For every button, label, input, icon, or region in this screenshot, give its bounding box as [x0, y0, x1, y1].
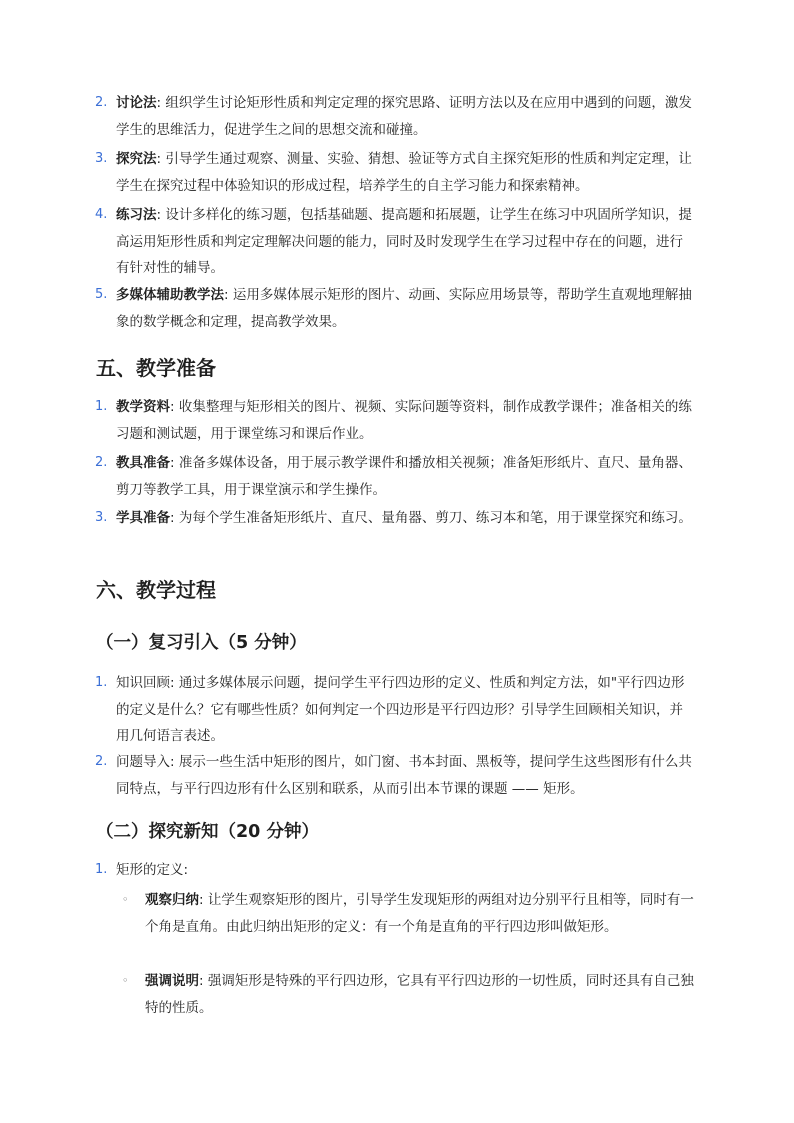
- list-item: [95, 90, 695, 143]
- list-text: : 为每个学生准备矩形纸片、直尺、量角器、剪刀、练习本和笔，用于课堂探究和练习。: [170, 510, 692, 526]
- list-number: 1.: [95, 862, 108, 877]
- subsection-heading: （一）复习引入（5 分钟）: [96, 633, 307, 653]
- list-item: [95, 505, 695, 532]
- list-text: 知识回顾: 通过多媒体展示问题，提问学生平行四边形的定义、性质和判定方法，如"平行四边形的定义是什么？它有哪些性质？如何判定一个四边形是平行四边形？引导学生回顾相关知识，并用几何语言表述。: [116, 675, 685, 744]
- section-heading: 六、教学过程: [96, 578, 216, 602]
- sub-list-item: [122, 968, 694, 1021]
- list-item: [95, 450, 695, 503]
- list-number: 5.: [95, 287, 108, 302]
- list-number: 2.: [95, 95, 108, 110]
- list-number: 4.: [95, 207, 108, 222]
- section-heading: 五、教学准备: [96, 356, 216, 380]
- sub-list-item: [122, 887, 694, 940]
- list-text: : 组织学生讨论矩形性质和判定定理的探究思路、证明方法以及在应用中遇到的问题，激发学生的思维活力，促进学生之间的思想交流和碰撞。: [116, 95, 692, 138]
- list-item: [95, 394, 695, 447]
- bullet-marker: ◦: [122, 974, 129, 987]
- list-term: 教学资料: [116, 399, 170, 415]
- list-text: 矩形的定义:: [116, 862, 189, 878]
- list-text: : 运用多媒体展示矩形的图片、动画、实际应用场景等，帮助学生直观地理解抽象的数学概念和定理，提高教学效果。: [116, 287, 692, 330]
- list-term: 练习法: [116, 207, 157, 223]
- list-number: 2.: [95, 754, 108, 769]
- list-text: : 设计多样化的练习题，包括基础题、提高题和拓展题，让学生在练习中巩固所学知识，提高运用矩形性质和判定定理解决问题的能力，同时及时发现学生在学习过程中存在的问题，进行有针对性的辅导。: [116, 207, 692, 276]
- list-number: 1.: [95, 675, 108, 690]
- list-number: 2.: [95, 455, 108, 470]
- list-item: [95, 749, 695, 802]
- list-term: 教具准备: [116, 455, 170, 471]
- list-term: 多媒体辅助教学法: [116, 287, 224, 303]
- list-number: 1.: [95, 399, 108, 414]
- list-item: [95, 857, 695, 884]
- list-text: 问题导入: 展示一些生活中矩形的图片，如门窗、书本封面、黑板等，提问学生这些图形有什么共同特点，与平行四边形有什么区别和联系，从而引出本节课的课题 —— 矩形。: [116, 754, 692, 797]
- list-term: 观察归纳: [145, 892, 199, 908]
- list-term: 强调说明: [145, 973, 199, 989]
- list-text: : 收集整理与矩形相关的图片、视频、实际问题等资料，制作成教学课件；准备相关的练习题和测试题，用于课堂练习和课后作业。: [116, 399, 692, 442]
- list-item: [95, 202, 695, 282]
- list-term: 讨论法: [116, 95, 157, 111]
- list-item: [95, 282, 695, 335]
- list-item: [95, 670, 695, 750]
- list-text: : 强调矩形是特殊的平行四边形，它具有平行四边形的一切性质，同时还具有自己独特的性质。: [145, 973, 694, 1016]
- list-term: 探究法: [116, 151, 157, 167]
- subsection-heading: （二）探究新知（20 分钟）: [96, 822, 319, 842]
- list-number: 3.: [95, 151, 108, 166]
- list-text: : 准备多媒体设备，用于展示教学课件和播放相关视频；准备矩形纸片、直尺、量角器、剪刀等教学工具，用于课堂演示和学生操作。: [116, 455, 692, 498]
- list-item: [95, 146, 695, 199]
- list-text: : 让学生观察矩形的图片，引导学生发现矩形的两组对边分别平行且相等，同时有一个角是直角。由此归纳出矩形的定义：有一个角是直角的平行四边形叫做矩形。: [145, 892, 694, 935]
- list-term: 学具准备: [116, 510, 170, 526]
- list-text: : 引导学生通过观察、测量、实验、猜想、验证等方式自主探究矩形的性质和判定定理，让学生在探究过程中体验知识的形成过程，培养学生的自主学习能力和探索精神。: [116, 151, 692, 194]
- bullet-marker: ◦: [122, 893, 129, 906]
- list-number: 3.: [95, 510, 108, 525]
